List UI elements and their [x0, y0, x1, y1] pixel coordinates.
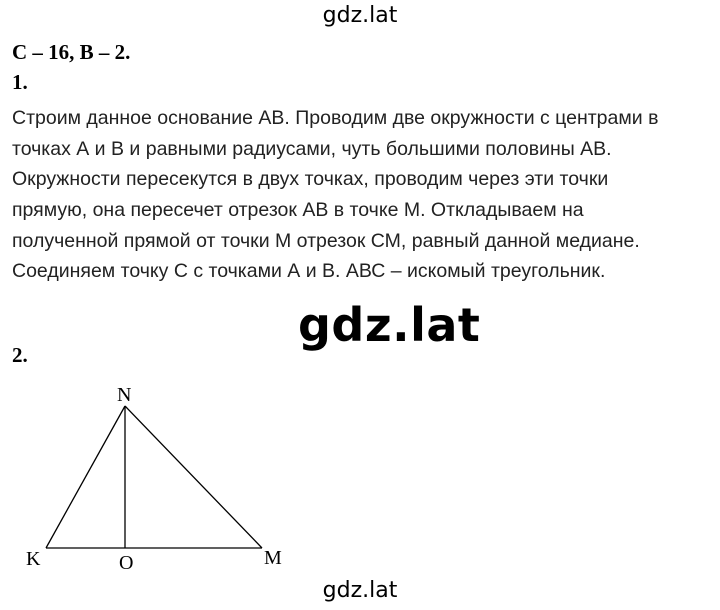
task-1-line: Окружности пересекутся в двух точках, проводим через эти точки	[12, 168, 609, 191]
side-nm	[125, 406, 262, 548]
vertex-label-k: K	[26, 548, 41, 570]
task-2-number: 2.	[12, 343, 28, 367]
task-1-line: полученной прямой от точки М отрезок СМ, равный данной медиане.	[12, 229, 640, 252]
task-1-text	[12, 103, 712, 287]
watermark-bottom: gdz.lat	[322, 578, 398, 603]
task-1-line: Соединяем точку С с точками А и В. АВС – искомый треугольник.	[12, 260, 606, 283]
task-1-line: точках А и В и равными радиусами, чуть большими половины АВ.	[12, 137, 612, 160]
watermark-top: gdz.lat	[322, 3, 398, 28]
task-1-line: прямую, она пересечет отрезок АВ в точке М. Откладываем на	[12, 199, 584, 222]
vertex-label-n: N	[117, 384, 132, 406]
variant-heading: С – 16, В – 2.	[12, 40, 131, 64]
side-nk	[46, 406, 125, 548]
watermark-middle: gdz.lat	[298, 298, 481, 352]
vertex-label-m: M	[264, 547, 282, 569]
vertex-label-o: O	[119, 552, 134, 574]
task-1-number: 1.	[12, 70, 28, 94]
triangle-figure	[0, 370, 720, 580]
task-1-line: Строим данное основание АВ. Проводим две окружности с центрами в	[12, 107, 659, 129]
